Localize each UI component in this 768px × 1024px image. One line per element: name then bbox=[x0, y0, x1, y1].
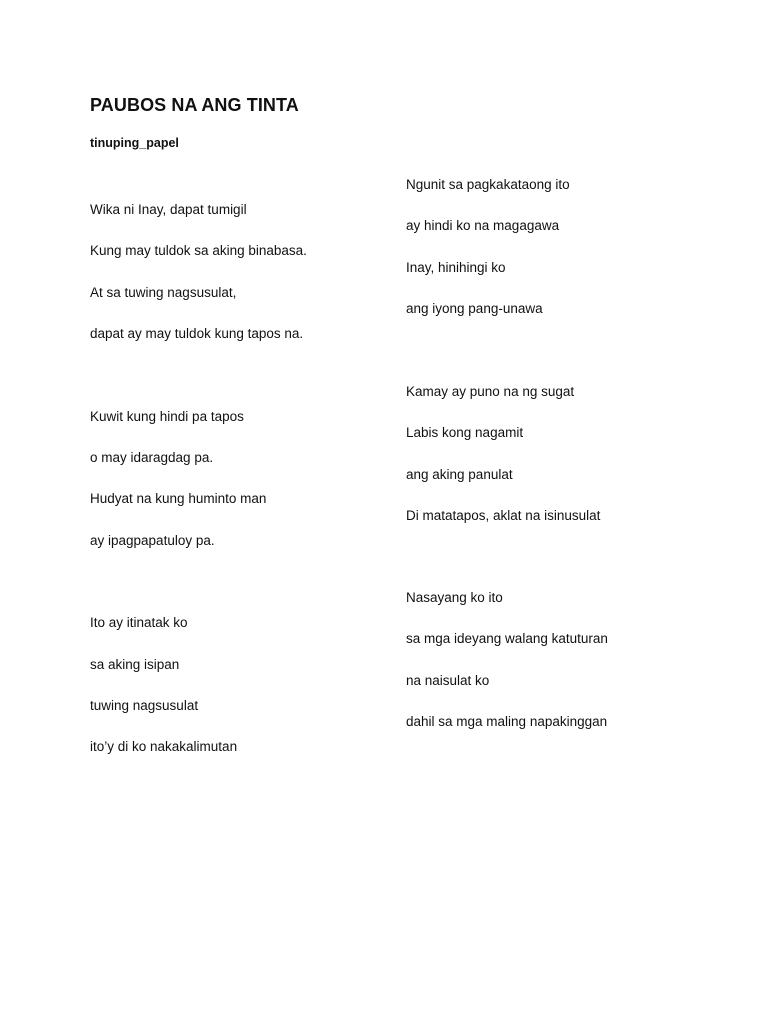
poem-line: Di matatapos, aklat na isinusulat bbox=[406, 508, 601, 523]
poem-line: Inay, hinihingi ko bbox=[406, 260, 506, 275]
poem-line: ay hindi ko na magagawa bbox=[406, 218, 560, 233]
poem-line: dahil sa mga maling napakinggan bbox=[406, 714, 608, 729]
poem-line: Nasayang ko ito bbox=[406, 590, 503, 605]
poem-line: o may idaragdag pa. bbox=[90, 450, 214, 465]
poem-line: Kamay ay puno na ng sugat bbox=[406, 384, 575, 399]
poem-line: Ito ay itinatak ko bbox=[90, 615, 188, 630]
poem-line: ay ipagpapatuloy pa. bbox=[90, 533, 215, 548]
poem-line: At sa tuwing nagsusulat, bbox=[90, 285, 237, 300]
poem-line: Labis kong nagamit bbox=[406, 425, 524, 440]
poem-line: ang aking panulat bbox=[406, 467, 513, 482]
poem-line: na naisulat ko bbox=[406, 673, 490, 688]
poem-line: Wika ni Inay, dapat tumigil bbox=[90, 202, 247, 217]
poem-line: tuwing nagsusulat bbox=[90, 698, 199, 713]
poem-line: Ngunit sa pagkakataong ito bbox=[406, 177, 570, 192]
poem-line: sa aking isipan bbox=[90, 657, 180, 672]
poem-line: ito’y di ko nakakalimutan bbox=[90, 739, 238, 754]
poem-line: Hudyat na kung huminto man bbox=[90, 491, 267, 506]
poem-line: Kuwit kung hindi pa tapos bbox=[90, 409, 244, 424]
poem-author: tinuping_papel bbox=[90, 136, 179, 150]
poem-line: Kung may tuldok sa aking binabasa. bbox=[90, 243, 307, 258]
poem-line: sa mga ideyang walang katuturan bbox=[406, 631, 608, 646]
poem-line: ang iyong pang-unawa bbox=[406, 301, 543, 316]
poem-title: PAUBOS NA ANG TINTA bbox=[90, 95, 299, 115]
poem-line: dapat ay may tuldok kung tapos na. bbox=[90, 326, 304, 341]
